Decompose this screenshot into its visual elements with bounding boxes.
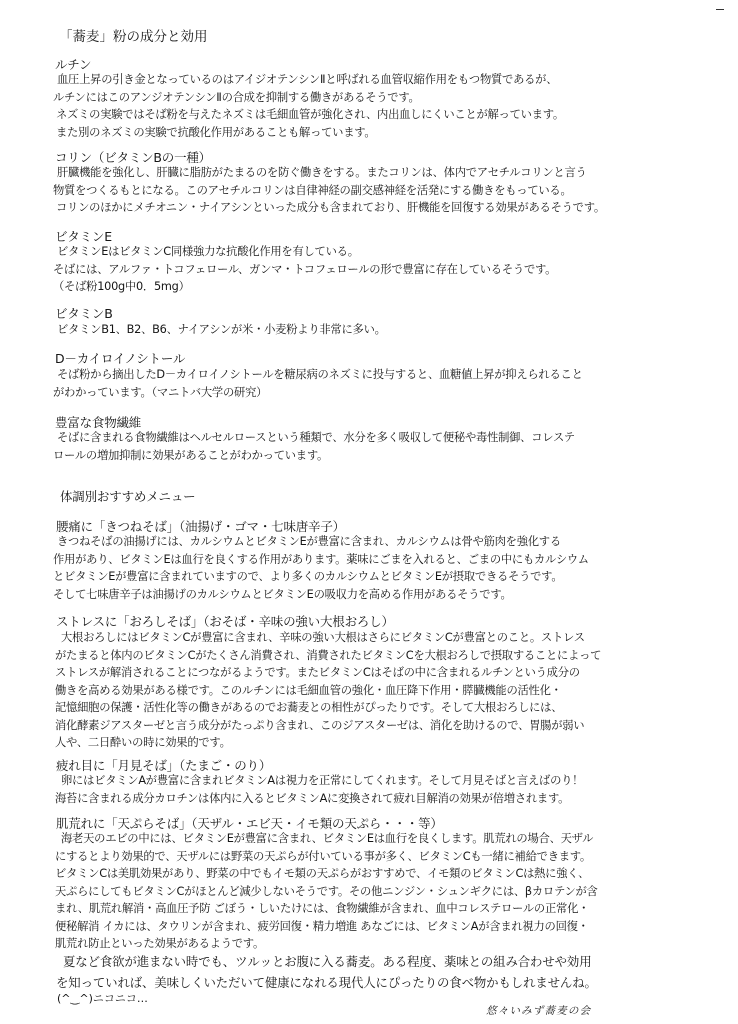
text-line: ネズミの実験ではそば粉を与えたネズミは毛細血管が強化され、内出血しにくいことが解っています。 (56, 108, 564, 121)
section-heading: 肌荒れに「天ぷらそば」（天ザル・エビ天・イモ類の天ぷら・・・等） (56, 816, 443, 831)
scan-mark (716, 9, 724, 10)
text-line: ストレスが解消されることにつながるようです。またビタミンCはそばの中に含まれるルチンという成分の (55, 666, 580, 679)
text-line: 記憶細胞の保護・活性化等の働きがあるのでお蕎麦との相性がぴったりです。そして大根おろしには、 (55, 701, 563, 714)
text-line: そばには、アルファ・トコフェロール、ガンマ・トコフェロールの形で豊富に存在しているそうです。 (53, 262, 557, 276)
section-body (53, 71, 687, 141)
text-line: コリンのほかにメチオニン・ナイアシンといった成分も含まれており、肝機能を回復する効果があるそうです。 (56, 201, 605, 214)
text-line: ビタミンCは美肌効果があり、野菜の中でもイモ類の天ぷらがおすすめで、イモ類のビタミンCは熱に強く、 (55, 867, 590, 880)
section-heading: ビタミンE (55, 229, 112, 244)
signature: 悠々いみず蕎麦の会 (486, 1005, 592, 1017)
section-heading: ビタミンB (55, 306, 113, 321)
text-line: まれ、肌荒れ解消・高血圧予防 ごぼう・しいたけには、食物繊維が含まれ、血中コレステロールの正常化・ (55, 902, 590, 915)
text-line: 夏など食欲が進まない時でも、ツルッとお腹に入る蕎麦。ある程度、薬味との組み合わせや効用 (63, 954, 592, 969)
text-line: ロールの増加抑制に効果があることがわかっています。 (53, 448, 329, 462)
section-body (53, 429, 687, 464)
section-body (53, 243, 687, 296)
text-line: そばに含まれる食物繊維はヘルセルロースという種類で、水分を多く吸収して便秘や毒性制御、コレステ (57, 431, 575, 444)
section-heading: ストレスに「おろしそば」（おそば・辛味の強い大根おろし） (56, 614, 394, 629)
text-line: 大根おろしにはビタミンCが豊富に含まれ、辛味の強い大根はさらにビタミンCが豊富とのこと。ストレス (61, 631, 585, 644)
section-body (55, 629, 691, 752)
section-body (55, 772, 691, 807)
text-line: とビタミンEが豊富に含まれていますので、より多くのカルシウムとビタミンEが摂取できるそうです。 (53, 570, 563, 583)
text-line: 卵にはビタミンAが豊富に含まれビタミンAは視力を正常にしてくれます。そして月見そばと言えばのり！ (61, 774, 584, 787)
section-heading: 疲れ目に「月見そば」（たまご・のり） (56, 758, 272, 773)
text-line: 肝臓機能を強化し、肝臓に脂肪がたまるのを防ぐ働きをする。またコリンは、体内でアセチルコリンと言う (57, 166, 587, 179)
text-line: 働きを高める効果がある様です。このルチンには毛細血管の強化・血圧降下作用・膵臓機能の活性化・ (55, 683, 562, 697)
text-line: そば粉から摘出したD－カイロイノシトールを糖尿病のネズミに投与すると、血糖値上昇が抑えられること (57, 368, 583, 381)
text-line: 天ぷらにしてもビタミンCがほとんど減少しないそうです。その他ニンジン・シュンギクには、βカロテンが含 (55, 884, 598, 898)
text-line: ルチンにはこのアンジオテンシンⅡの合成を抑制する働きがあるそうです。 (53, 90, 420, 104)
text-line: （そば粉100g中0．5mg） (53, 280, 190, 293)
section-body (57, 321, 687, 339)
page-title: 「蕎麦」粉の成分と効用 (59, 29, 208, 45)
section-heading: 体調別おすすめメニュー (60, 489, 196, 504)
text-line: 肌荒れ防止といった効果があるようです。 (55, 937, 264, 950)
text-line: 物質をつくるもとになる。このアセチルコリンは自律神経の副交感神経を活発にする働きをもっている。 (53, 183, 572, 197)
section-heading: 豊富な食物繊維 (55, 415, 142, 430)
closing-body (56, 951, 693, 993)
section-heading: コリン（ビタミンBの一種） (55, 150, 211, 165)
text-line: を知っていれば、美味しくいただいて健康になれる現代人にぴったりの食べ物かもしれませんね。 (56, 975, 597, 990)
text-line: 作用があり、ビタミンEは血行を良くする作用があります。薬味にごまを入れると、ごまの中にもカルシウム (53, 552, 589, 566)
text-line: ビタミンEはビタミンC同様強力な抗酸化作用を有している。 (57, 245, 359, 258)
text-line: 血圧上昇の引き金となっているのはアイジオテンシンⅡと呼ばれる血管収縮作用をもつ物質であるが、 (57, 73, 558, 86)
section-body (53, 533, 687, 603)
text-line: 人や、二日酔いの時に効果的です。 (55, 736, 231, 749)
text-line: 海苔に含まれる成分カロチンは体内に入るとビタミンAに変換されて疲れ目解消の効果が倍増されます。 (55, 791, 570, 805)
text-line: 便秘解消 イカには、タウリンが含まれ、疲労回復・精力増進 あなごには、ビタミンAが含まれ視力の回復・ (55, 919, 589, 933)
text-line: きつねそばの油揚げには、カルシウムとビタミンEが豊富に含まれ、カルシウムは骨や筋肉を強化する (57, 535, 561, 548)
text-line: 海老天のエビの中には、ビタミンEが豊富に含まれ、ビタミンEは血行を良くします。肌荒れの場合、天ザル (61, 832, 594, 845)
text-line: また別のネズミの実験で抗酸化作用があることも解っています。 (56, 125, 376, 139)
text-line: 消化酵素ジアスターゼと言う成分がたっぷり含まれ、このジアスターゼは、消化を助けるので、胃腸が弱い (55, 718, 585, 732)
section-heading: D－カイロイノシトール (55, 351, 186, 366)
smiley-text: (^‿^)ニコニコ… (57, 992, 148, 1005)
section-body (53, 366, 687, 401)
text-line: そして七味唐辛子は油揚げのカルシウムとビタミンEの吸収力を高める作用があるそうです。 (53, 587, 512, 601)
text-line: がわかっています。（マニトバ大学の研究） (53, 385, 268, 399)
section-heading: ルチン (55, 57, 92, 72)
section-body (55, 830, 691, 953)
section-body (53, 164, 687, 217)
text-line: にするとより効果的で、天ザルには野菜の天ぷらが付いている事が多く、ビタミンCも一緒に補給できます。 (55, 849, 591, 863)
text-line: ビタミンB1、B2、B6、ナイアシンが米・小麦粉より非常に多い。 (57, 323, 386, 336)
text-line: がたまると体内のビタミンCがたくさん消費され、消費されたビタミンCを大根おろしで摂取することによって (55, 648, 602, 662)
section-heading: 腰痛に「きつねそば」（油揚げ・ゴマ・七味唐辛子） (56, 519, 345, 534)
